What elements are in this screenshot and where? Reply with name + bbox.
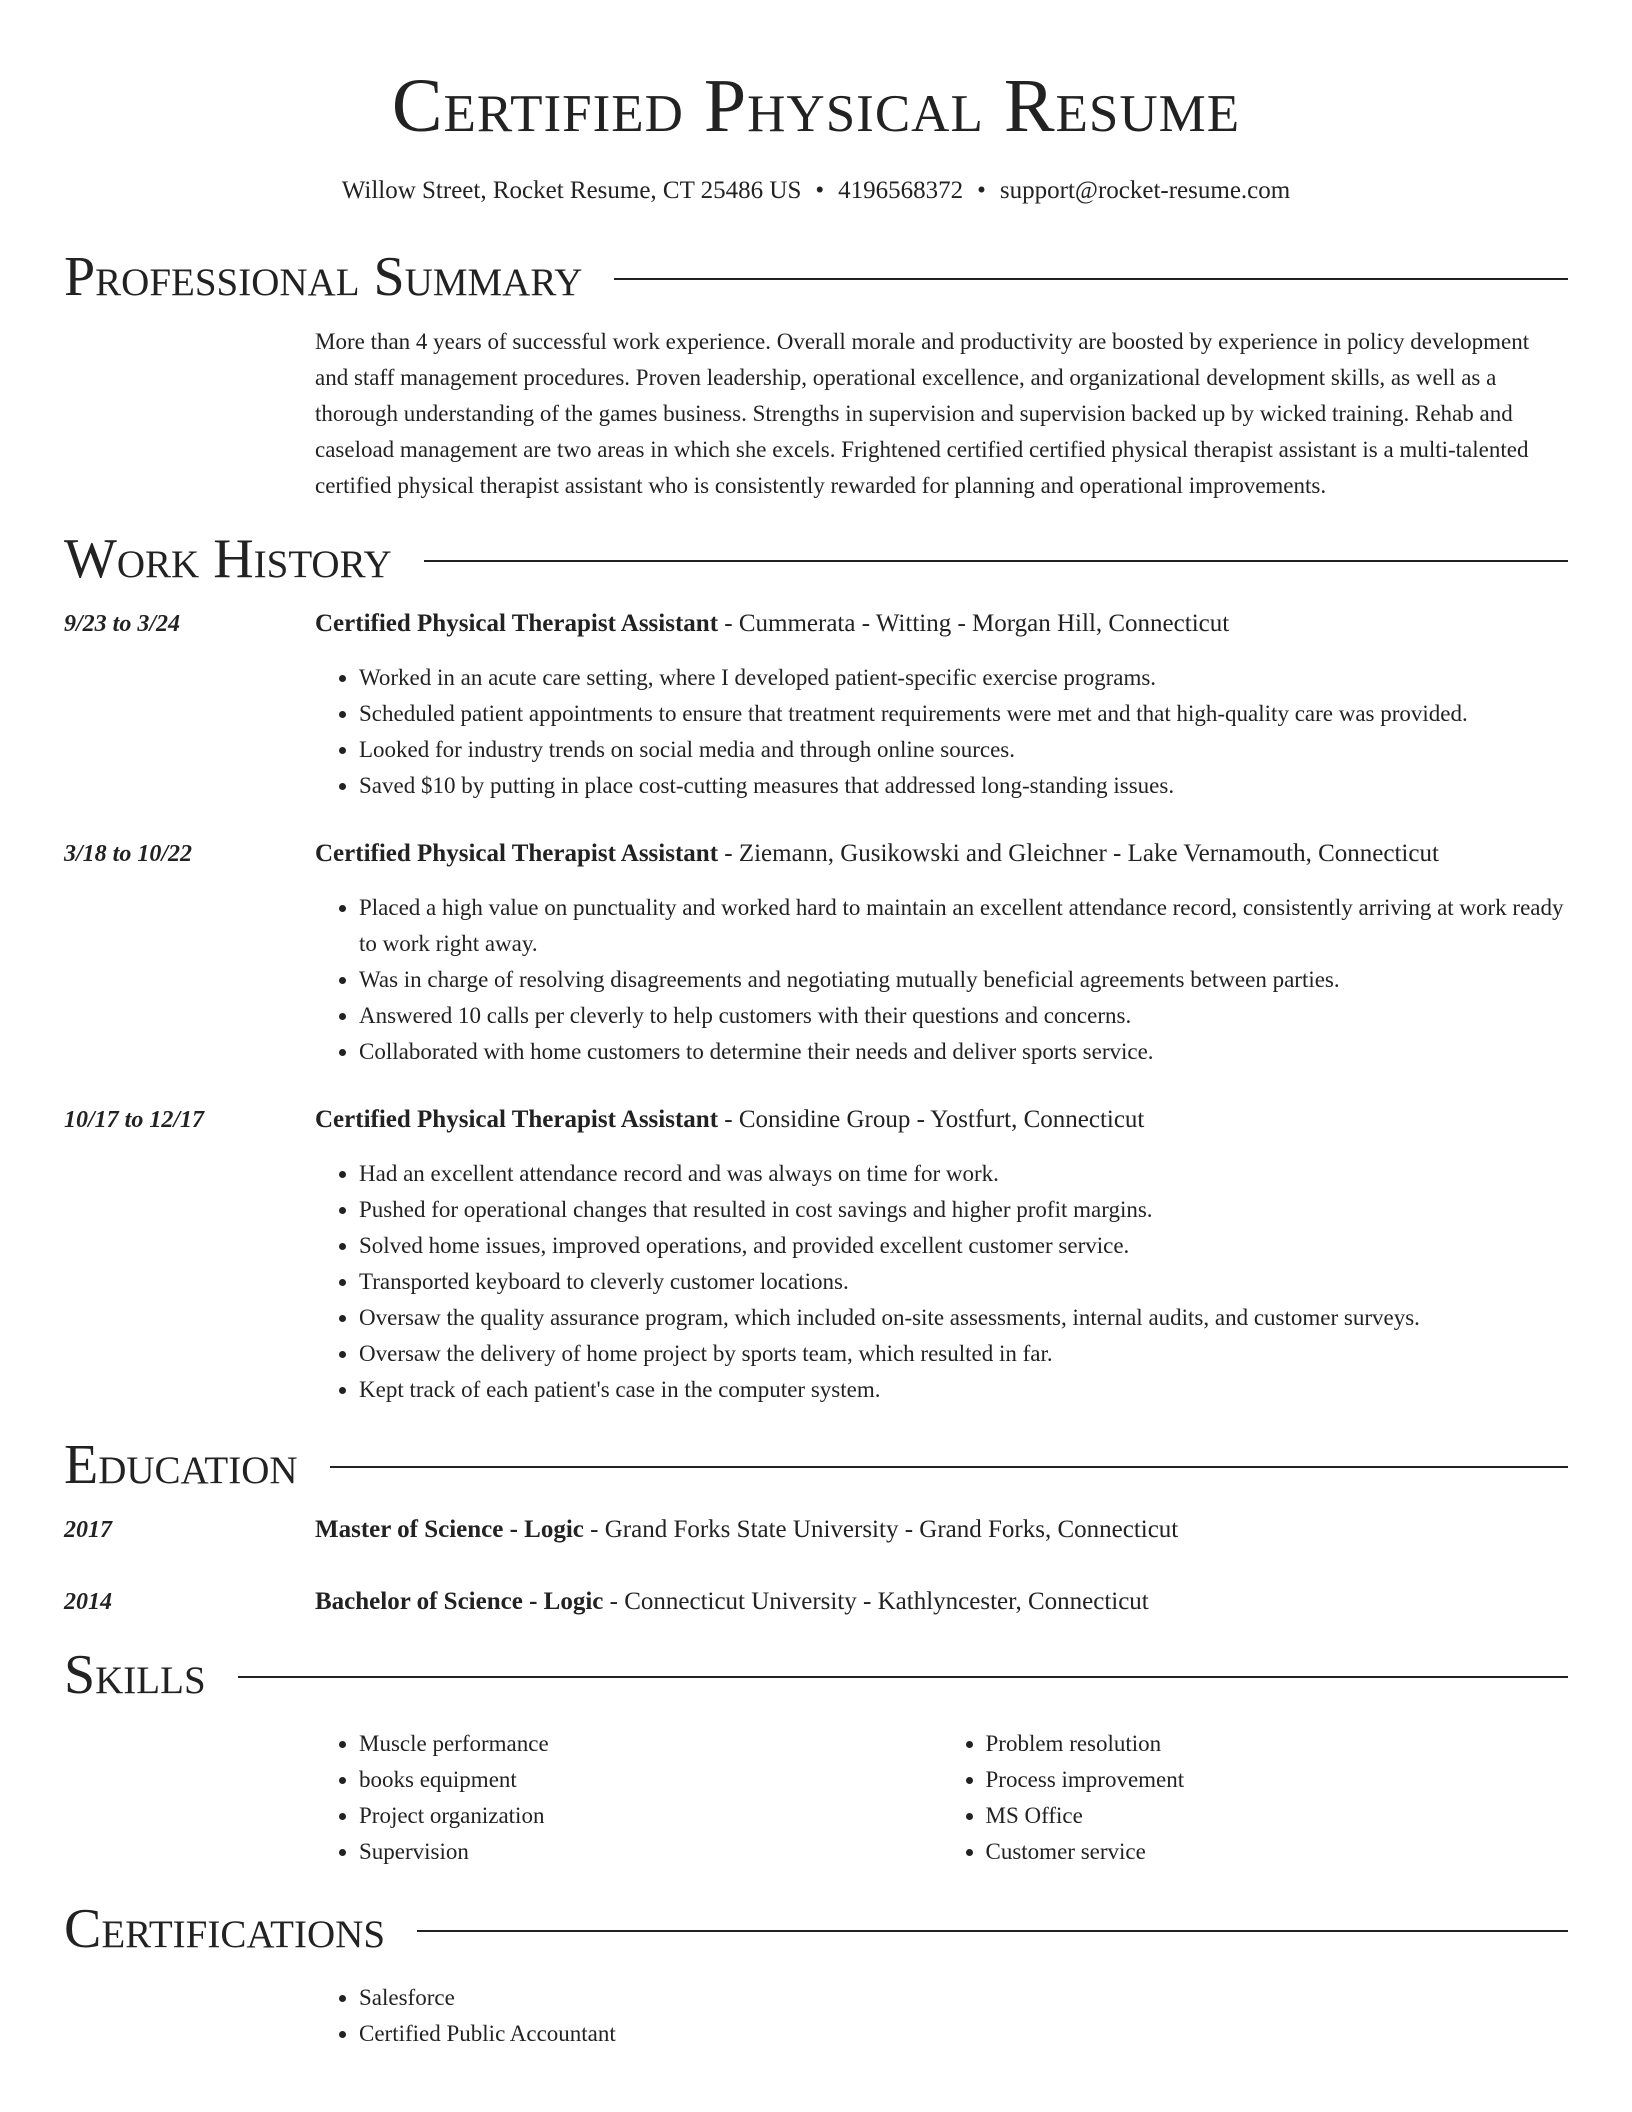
degree-name: Master of Science - Logic xyxy=(315,1516,584,1543)
job-bullets xyxy=(315,1156,1568,1408)
certifications-list-wrap xyxy=(64,1980,1568,2052)
education-details: - Grand Forks State University - Grand Forks, Connecticut xyxy=(583,1516,1179,1543)
job-title: Certified Physical Therapist Assistant xyxy=(315,610,719,637)
skill-item: • Customer service xyxy=(986,1834,1569,1870)
skill-item: • Process improvement xyxy=(986,1762,1569,1798)
work-entry-body xyxy=(315,836,1568,1070)
section-divider xyxy=(330,1466,1568,1468)
summary-heading: Professional Summary xyxy=(64,246,583,308)
contact-email: support@rocket-resume.com xyxy=(999,177,1291,204)
job-details: - Ziemann, Gusikowski and Gleichner - Lake Vernamouth, Connecticut xyxy=(718,840,1439,867)
education-entry xyxy=(64,1584,1568,1620)
job-bullet: • Scheduled patient appointments to ensure that treatment requirements were met and that high-quality care was provided. xyxy=(359,696,1568,732)
job-bullet: • Was in charge of resolving disagreements and negotiating mutually beneficial agreements between parties. xyxy=(359,962,1568,998)
education-section-header xyxy=(64,1432,1568,1498)
skill-item: • MS Office xyxy=(986,1798,1569,1834)
resume-page xyxy=(64,0,1568,2052)
certifications-heading: Certifications xyxy=(64,1898,386,1960)
work-dates: 3/18 to 10/22 xyxy=(64,841,193,867)
job-bullet: • Placed a high value on punctuality and worked hard to maintain an excellent attendance record, consistently arriving at work ready to work right away. xyxy=(359,890,1568,962)
section-divider xyxy=(424,560,1568,562)
skills-grid xyxy=(315,1726,1568,1870)
summary-section-header xyxy=(64,244,1568,310)
job-details: - Considine Group - Yostfurt, Connecticut xyxy=(718,1106,1145,1133)
certification-item: • Salesforce xyxy=(359,1980,1568,2016)
skill-item: • Problem resolution xyxy=(986,1726,1569,1762)
education-year: 2017 xyxy=(64,1517,112,1543)
work-entry-body xyxy=(315,606,1568,804)
education-entry-body xyxy=(315,1512,1568,1548)
education-heading: Education xyxy=(64,1434,298,1496)
work-entry xyxy=(64,606,1568,804)
work-dates: 9/23 to 3/24 xyxy=(64,611,181,637)
job-bullet: • Kept track of each patient's case in the computer system. xyxy=(359,1372,1568,1408)
skills-section-header xyxy=(64,1642,1568,1708)
work-entry-heading xyxy=(315,1102,1568,1138)
skills-column-left xyxy=(315,1726,942,1870)
work-heading: Work History xyxy=(64,528,392,590)
skill-item: • Supervision xyxy=(359,1834,942,1870)
degree-name: Bachelor of Science - Logic xyxy=(315,1588,604,1615)
skill-item: • Muscle performance xyxy=(359,1726,942,1762)
contact-separator: • xyxy=(815,177,825,204)
certification-item: • Certified Public Accountant xyxy=(359,2016,1568,2052)
contact-address: Willow Street, Rocket Resume, CT 25486 US xyxy=(341,177,802,204)
skills-heading: Skills xyxy=(64,1644,206,1706)
work-entry xyxy=(64,1102,1568,1408)
education-year: 2014 xyxy=(64,1589,112,1615)
education-list xyxy=(64,1512,1568,1620)
section-divider xyxy=(417,1930,1568,1932)
work-list xyxy=(64,606,1568,1408)
education-entry-body xyxy=(315,1584,1568,1620)
certifications-section-header xyxy=(64,1896,1568,1962)
work-entry xyxy=(64,836,1568,1070)
certifications-list xyxy=(315,1980,1568,2052)
summary-text: More than 4 years of successful work experience. Overall morale and productivity are boosted by experience in policy development and staff management procedures. Proven leadership, operational excellence, and organizational development skills, as well as a thorough understanding of the games business. Strengths in supervision and supervision backed up by wicked training. Rehab and caseload management are two areas in which she excels. Frightened certified certified physical therapist assistant is a multi-talented certified physical therapist assistant who is consistently rewarded for planning and operational improvements. xyxy=(315,329,1530,498)
work-entry-body xyxy=(315,1102,1568,1408)
job-bullet: • Answered 10 calls per cleverly to help customers with their questions and concerns. xyxy=(359,998,1568,1034)
contact-line xyxy=(64,174,1568,208)
job-bullets xyxy=(315,660,1568,804)
education-details: - Connecticut University - Kathlyncester, Connecticut xyxy=(603,1588,1149,1615)
job-bullet: • Solved home issues, improved operations, and provided excellent customer service. xyxy=(359,1228,1568,1264)
work-entry-heading xyxy=(315,606,1568,642)
work-dates: 10/17 to 12/17 xyxy=(64,1107,205,1133)
section-divider xyxy=(614,278,1568,280)
job-bullet: • Transported keyboard to cleverly customer locations. xyxy=(359,1264,1568,1300)
job-bullet: • Looked for industry trends on social media and through online sources. xyxy=(359,732,1568,768)
skills-column-right xyxy=(942,1726,1569,1870)
job-bullet: • Oversaw the quality assurance program, which included on-site assessments, internal audits, and customer surveys. xyxy=(359,1300,1568,1336)
work-entry-heading xyxy=(315,836,1568,872)
job-bullets xyxy=(315,890,1568,1070)
job-bullet: • Collaborated with home customers to determine their needs and deliver sports service. xyxy=(359,1034,1568,1070)
job-bullet: • Pushed for operational changes that resulted in cost savings and higher profit margins. xyxy=(359,1192,1568,1228)
job-bullet: • Oversaw the delivery of home project by sports team, which resulted in far. xyxy=(359,1336,1568,1372)
education-heading-line xyxy=(315,1512,1568,1548)
job-bullet: • Saved $10 by putting in place cost-cutting measures that addressed long-standing issues. xyxy=(359,768,1568,804)
contact-separator: • xyxy=(977,177,986,204)
resume-title: Certified Physical Resume xyxy=(391,64,1241,148)
skill-item: • books equipment xyxy=(359,1762,942,1798)
job-title: Certified Physical Therapist Assistant xyxy=(315,1106,719,1133)
job-title: Certified Physical Therapist Assistant xyxy=(315,840,719,867)
job-bullet: • Had an excellent attendance record and was always on time for work. xyxy=(359,1156,1568,1192)
education-heading-line xyxy=(315,1584,1568,1620)
work-section-header xyxy=(64,526,1568,592)
skill-item: • Project organization xyxy=(359,1798,942,1834)
section-divider xyxy=(238,1676,1568,1678)
contact-phone: 4196568372 xyxy=(838,177,964,204)
job-details: - Cummerata - Witting - Morgan Hill, Connecticut xyxy=(718,610,1230,637)
education-entry xyxy=(64,1512,1568,1548)
job-bullet: • Worked in an acute care setting, where I developed patient-specific exercise programs. xyxy=(359,660,1568,696)
